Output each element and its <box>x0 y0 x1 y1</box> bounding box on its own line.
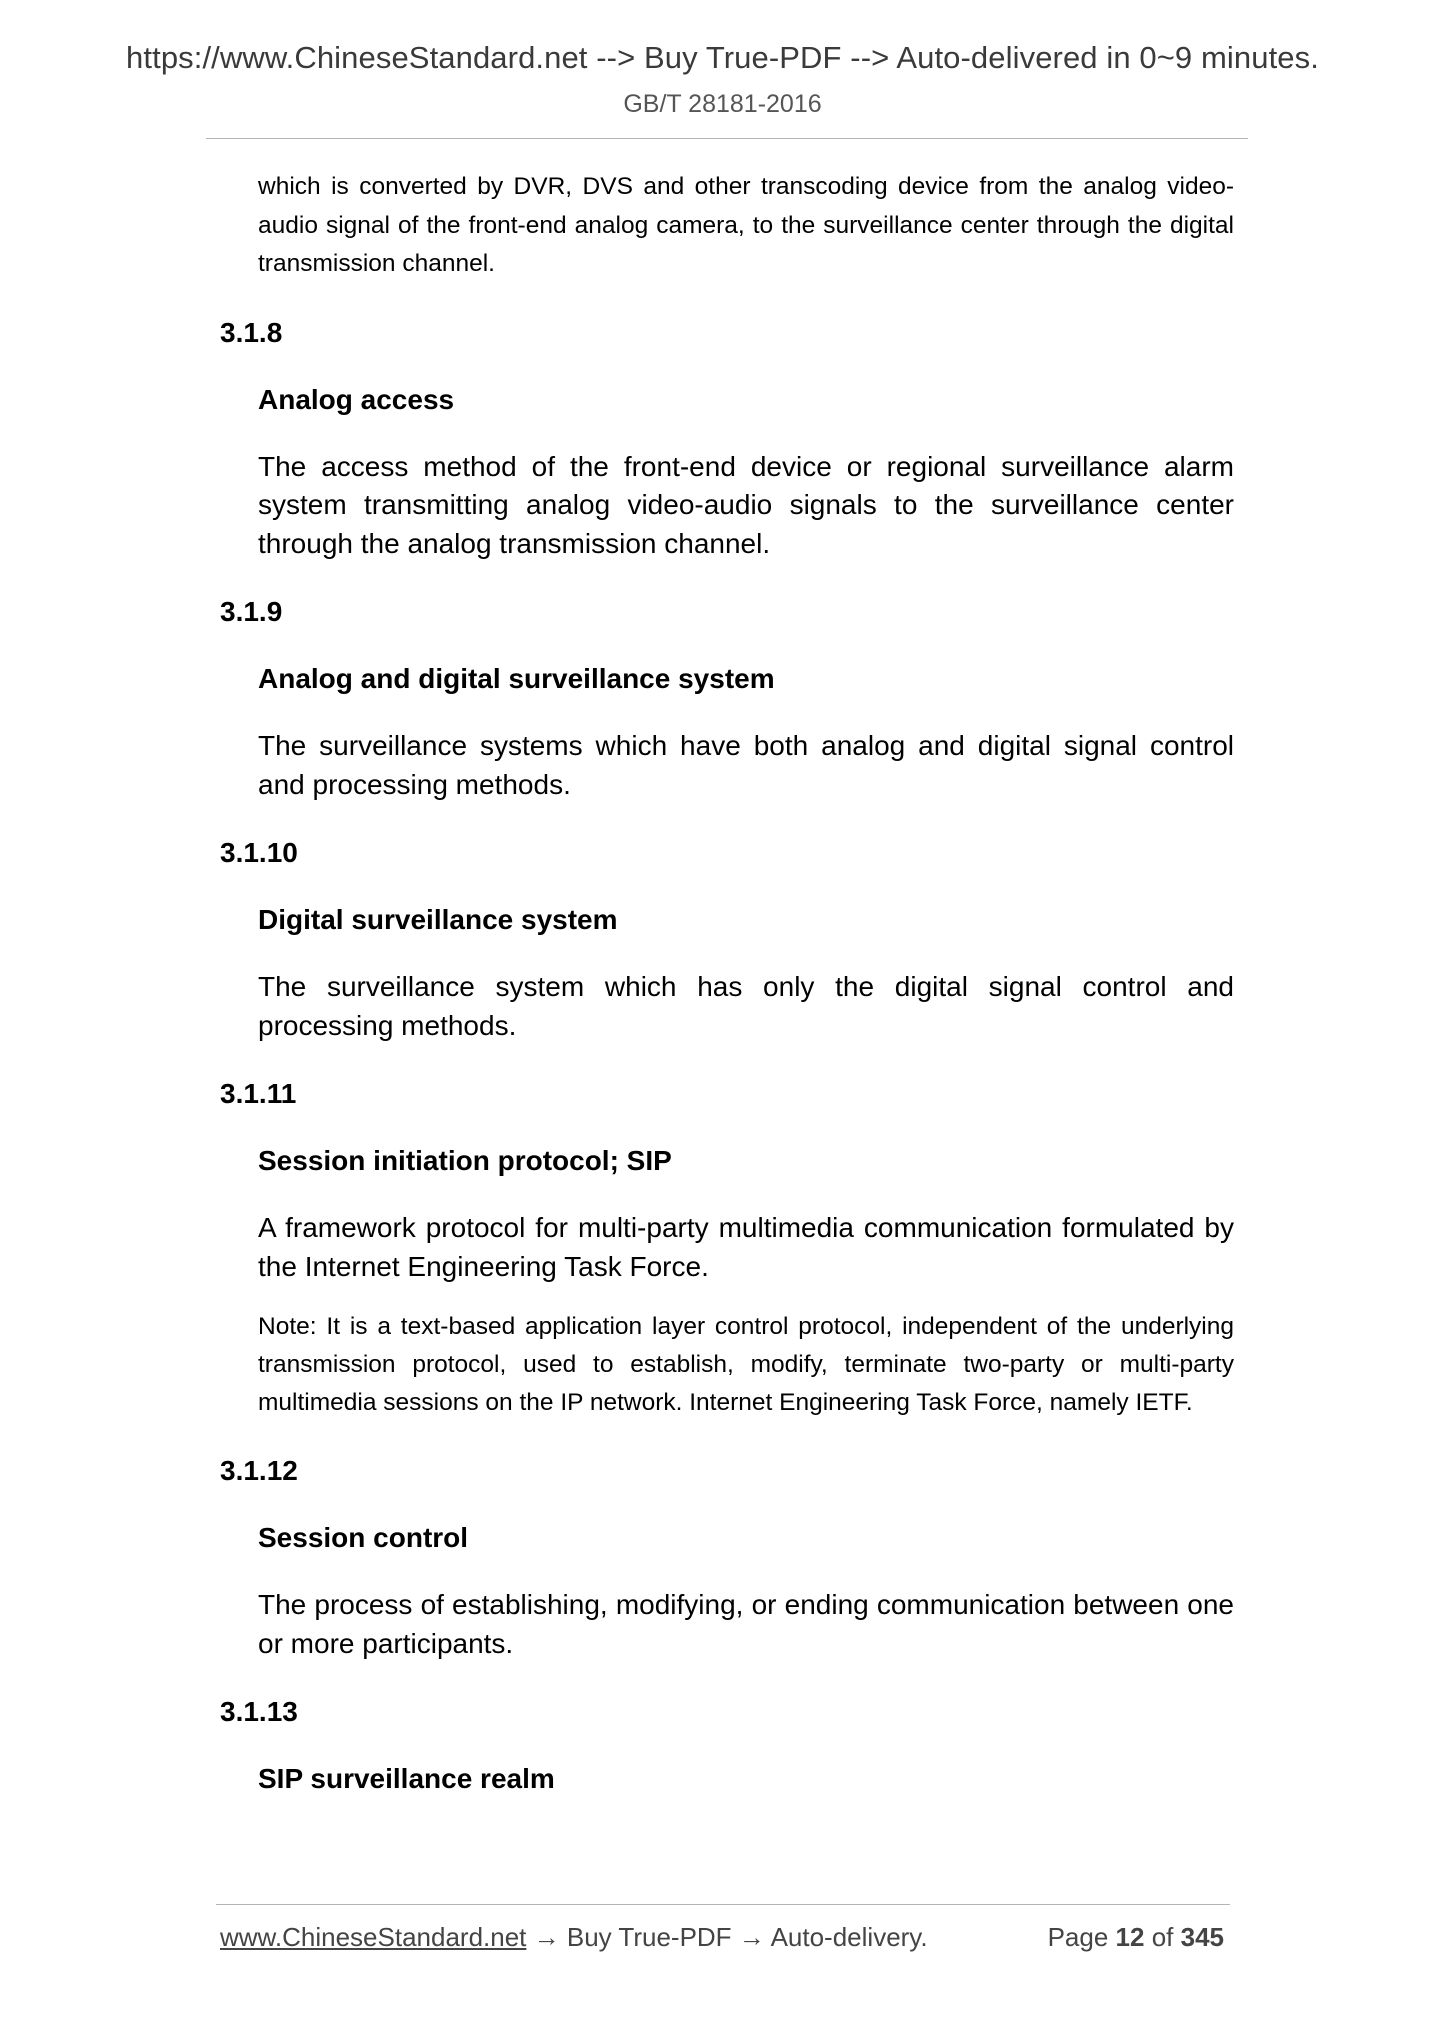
clause-term: Session initiation protocol; SIP <box>258 1145 672 1176</box>
clause-term: Digital surveillance system <box>258 904 618 935</box>
footer-site-link[interactable]: www.ChineseStandard.net <box>220 1922 527 1952</box>
clause-definition: A framework protocol for multi-party multimedia communication formulated by the Internet Engineering Task Force. <box>258 1212 1234 1282</box>
page-number: 12 <box>1115 1922 1145 1952</box>
header-url-line: https://www.ChineseStandard.net --> Buy True-PDF --> Auto-delivered in 0~9 minutes. <box>126 40 1319 75</box>
clause-number: 3.1.13 <box>220 1696 298 1727</box>
clause-number: 3.1.9 <box>220 596 283 627</box>
clause-definition: The access method of the front-end device or regional surveillance alarm system transmitting analog video-audio signals to the surveillance center through the analog transmission channel. <box>258 450 1234 559</box>
intro-paragraph: which is converted by DVR, DVS and other transcoding device from the analog video-audio signal of the front-end analog camera, to the surveillance center through the digital transmission channel. <box>258 173 1234 277</box>
clause-term: Analog and digital surveillance system <box>258 663 775 694</box>
clause-number: 3.1.12 <box>220 1455 298 1486</box>
page-total: 345 <box>1180 1922 1224 1952</box>
page-label: Page <box>1047 1922 1109 1952</box>
header-divider <box>206 138 1248 139</box>
clause-definition: The surveillance system which has only the digital signal control and processing methods. <box>258 971 1234 1041</box>
clause-note: Note: It is a text-based application layer control protocol, independent of the underlying transmission protocol, used to establish, modify, terminate two-party or multi-party multimedia sessions on the IP network. Internet Engineering Task Force, namely IETF. <box>258 1313 1234 1416</box>
clause-number: 3.1.8 <box>220 316 283 348</box>
footer-tagline: → Buy True-PDF → Auto-delivery. <box>526 1922 928 1952</box>
page-footer <box>220 1922 1230 1953</box>
page-content <box>220 168 1235 1798</box>
header-standard-id: GB/T 28181-2016 <box>623 90 822 118</box>
footer-divider <box>216 1904 1230 1905</box>
page-counter <box>1048 1922 1224 1953</box>
clause-term: Session control <box>258 1522 469 1553</box>
clause-definition: The surveillance systems which have both analog and digital signal control and processing methods. <box>258 730 1234 800</box>
clause-number: 3.1.10 <box>220 837 298 868</box>
clause-term: SIP surveillance realm <box>258 1763 555 1794</box>
clause-number: 3.1.11 <box>220 1078 297 1109</box>
clause-term: Analog access <box>258 383 455 415</box>
page-of-label: of <box>1151 1922 1174 1952</box>
clause-definition: The process of establishing, modifying, or ending communication between one or more participants. <box>258 1589 1234 1659</box>
